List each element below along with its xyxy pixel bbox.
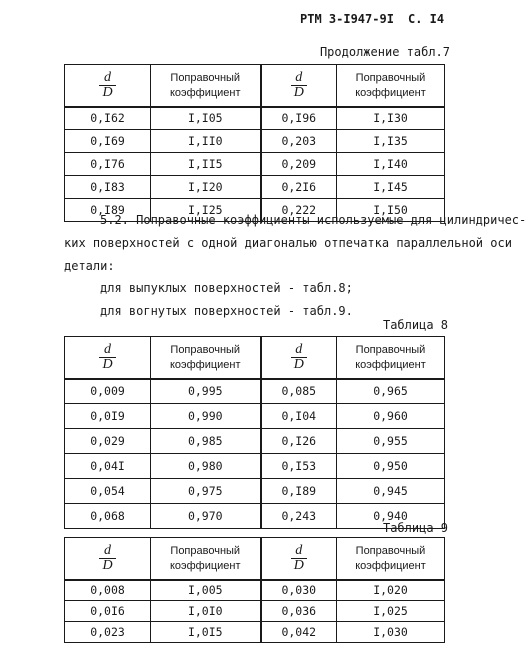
coefficient-header: Поправочный коэффициент [151,65,261,107]
coefficient-cell: I,I35 [337,130,445,153]
coefficient-cell: 0,990 [151,404,261,429]
ratio-header [65,65,151,107]
ratio-cell: 0,036 [261,601,337,622]
ratio-cell: 0,I89 [65,199,151,222]
coefficient-cell: 0,945 [337,479,445,504]
table-row [65,379,445,404]
ratio-cell: 0,209 [261,153,337,176]
ratio-cell: 0,I53 [261,454,337,479]
coefficient-cell: I,II0 [151,130,261,153]
table9-header-row [65,538,445,580]
ratio-cell: 0,04I [65,454,151,479]
coefficient-cell: I,I40 [337,153,445,176]
table-row [65,153,445,176]
ratio-cell: 0,008 [65,580,151,601]
ratio-cell: 0,009 [65,379,151,404]
table-row [65,404,445,429]
coefficient-cell: I,I20 [151,176,261,199]
coefficient-cell: I,0I5 [151,622,261,643]
paragraph-line: 5.2. Поправочные коэффициенты используемые для цилиндричес- [100,213,526,227]
ratio-fraction: $\frac{d}{D}$ [291,71,307,100]
ratio-cell: 0,068 [65,504,151,529]
ratio-cell: 0,243 [261,504,337,529]
coefficient-header: Поправочный коэффициент [151,538,261,580]
coefficient-cell: I,I45 [337,176,445,199]
coefficient-header: Поправочный коэффициент [337,337,445,379]
coefficient-cell: I,025 [337,601,445,622]
ratio-cell: 0,2I6 [261,176,337,199]
ratio-fraction: $\frac{d}{D}$ [99,343,115,372]
coefficient-cell: I,0I0 [151,601,261,622]
coefficient-cell: 0,995 [151,379,261,404]
ratio-fraction: $\frac{d}{D}$ [99,544,115,573]
ratio-cell: 0,I69 [65,130,151,153]
coefficient-cell: I,I30 [337,107,445,130]
table-row [65,107,445,130]
ratio-cell: 0,I76 [65,153,151,176]
table9-caption: Таблица 9 [382,521,448,535]
coefficient-header: Поправочный коэффициент [151,337,261,379]
paragraph-line: ких поверхностей с одной диагональю отпечатка параллельной оси [64,236,512,250]
ratio-cell: 0,I89 [261,479,337,504]
coefficient-cell: I,I50 [337,199,445,222]
table-row [65,601,445,622]
table-row [65,622,445,643]
paragraph-line: для выпуклых поверхностей - табл.8; [100,281,353,295]
table7-header-row [65,65,445,107]
table-8 [64,336,445,529]
ratio-cell: 0,0I6 [65,601,151,622]
coefficient-cell: 0,955 [337,429,445,454]
ratio-cell: 0,I62 [65,107,151,130]
coefficient-cell: I,005 [151,580,261,601]
ratio-cell: 0,222 [261,199,337,222]
ratio-cell: 0,030 [261,580,337,601]
coefficient-cell: I,020 [337,580,445,601]
table-row [65,176,445,199]
page-number: С. I4 [408,12,445,26]
ratio-cell: 0,I26 [261,429,337,454]
ratio-cell: 0,I96 [261,107,337,130]
ratio-header [65,337,151,379]
coefficient-cell: 0,975 [151,479,261,504]
ratio-fraction: $\frac{d}{D}$ [291,343,307,372]
coefficient-header: Поправочный коэффициент [337,65,445,107]
coefficient-cell: I,II5 [151,153,261,176]
table-row [65,580,445,601]
document-code: РТМ 3-I947-9I [300,12,394,26]
ratio-cell: 0,0I9 [65,404,151,429]
coefficient-cell: I,I25 [151,199,261,222]
table-row [65,429,445,454]
ratio-header [65,538,151,580]
coefficient-cell: 0,985 [151,429,261,454]
ratio-cell: 0,054 [65,479,151,504]
ratio-header [261,65,337,107]
paragraph-line: детали: [64,259,115,273]
ratio-fraction: $\frac{d}{D}$ [99,71,115,100]
table7-caption: Продолжение табл.7 [319,45,450,59]
coefficient-cell: 0,965 [337,379,445,404]
table8-caption: Таблица 8 [382,318,448,332]
paragraph-line: для вогнутых поверхностей - табл.9. [100,304,353,318]
ratio-cell: 0,203 [261,130,337,153]
ratio-header [261,538,337,580]
coefficient-cell: 0,960 [337,404,445,429]
ratio-cell: 0,029 [65,429,151,454]
ratio-cell: 0,085 [261,379,337,404]
table-row [65,479,445,504]
ratio-fraction: $\frac{d}{D}$ [291,544,307,573]
ratio-header [261,337,337,379]
ratio-cell: 0,I83 [65,176,151,199]
coefficient-cell: 0,980 [151,454,261,479]
coefficient-cell: 0,940 [337,504,445,529]
ratio-cell: 0,023 [65,622,151,643]
ratio-cell: 0,I04 [261,404,337,429]
table-row [65,454,445,479]
coefficient-cell: I,030 [337,622,445,643]
coefficient-cell: 0,950 [337,454,445,479]
table-9 [64,537,445,643]
coefficient-cell: 0,970 [151,504,261,529]
ratio-cell: 0,042 [261,622,337,643]
coefficient-cell: I,I05 [151,107,261,130]
table-row [65,130,445,153]
coefficient-header: Поправочный коэффициент [337,538,445,580]
table-7 [64,64,445,222]
table8-header-row [65,337,445,379]
